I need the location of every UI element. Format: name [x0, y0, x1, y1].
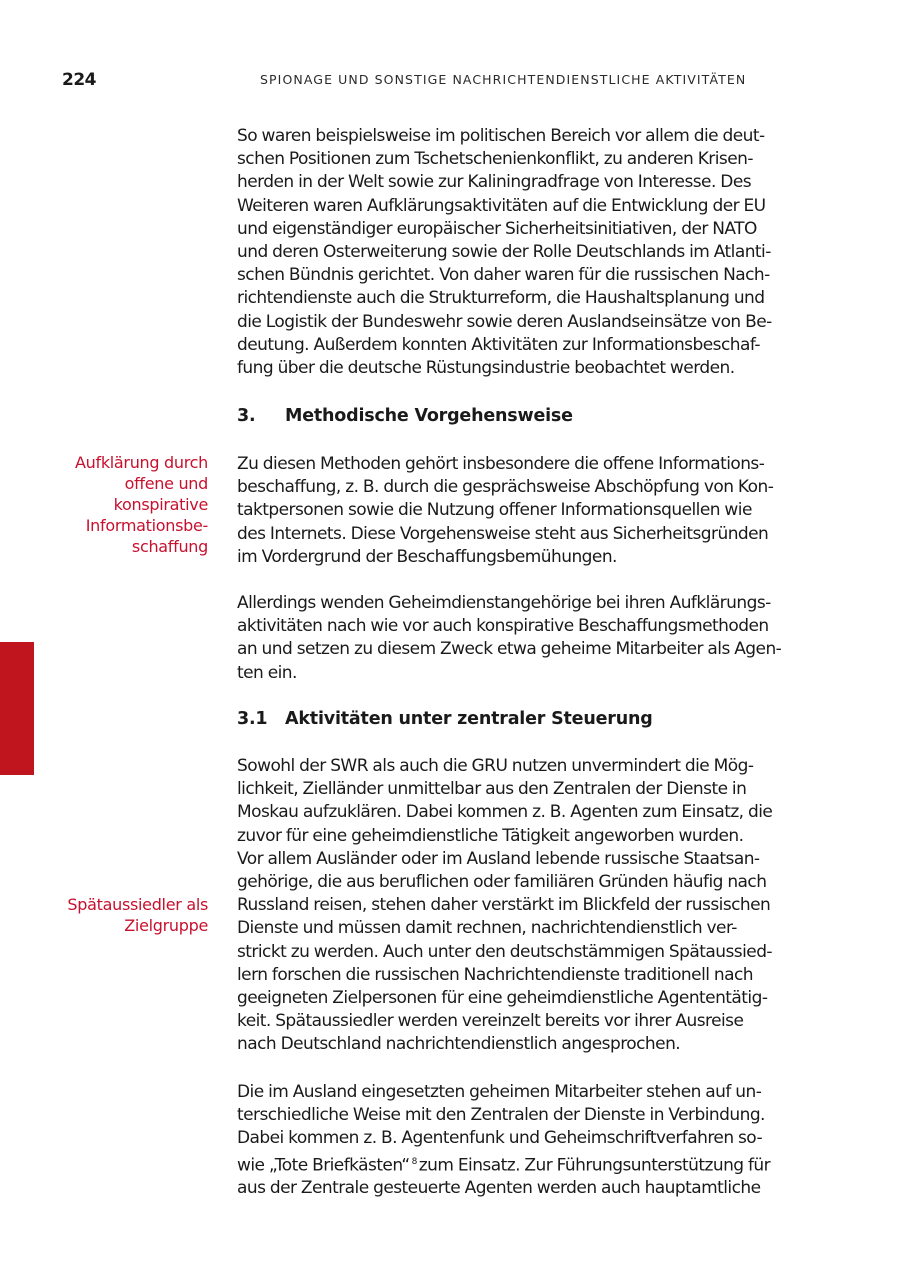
text-line: Allerdings wenden Geheimdienstangehörige bei ihren Aufklärungs-	[237, 593, 771, 613]
section-heading-3	[237, 406, 573, 426]
text-line: strickt zu werden. Auch unter den deutschstämmigen Spätaussied-	[237, 941, 773, 962]
text-line: lichkeit, Zielländer unmittelbar aus den Zentralen der Dienste in	[237, 779, 747, 800]
chapter-side-tab	[0, 642, 34, 775]
text-line: im Vordergrund der Beschaffungsbemühungen.	[237, 546, 617, 567]
text-line	[237, 1151, 799, 1178]
section-heading-3-1	[237, 709, 653, 729]
margin-note-reconnaissance	[75, 452, 208, 557]
section-title: Aktivitäten unter zentraler Steuerung	[285, 709, 653, 729]
text-line: an und setzen zu diesem Zweck etwa geheime Mitarbeiter als Agen-	[237, 639, 782, 660]
text-fragment: zum Einsatz. Zur Führungsunterstützung für	[418, 1155, 771, 1176]
text-line: taktpersonen sowie die Nutzung offener Informationsquellen wie	[237, 500, 752, 521]
paragraph-conspiracy	[237, 592, 799, 685]
text-line: zuvor für eine geheimdienstliche Tätigkeit angeworben wurden.	[237, 825, 744, 846]
margin-note-line: Spätaussiedler als	[67, 895, 208, 914]
text-line: und eigenständiger europäischer Sicherheitsinitiativen, der NATO	[237, 218, 757, 239]
text-line: Zu diesen Methoden gehört insbesondere die offene Informations-	[237, 454, 765, 474]
text-line: Weiteren waren Aufklärungsaktivitäten auf die Entwicklung der EU	[237, 195, 766, 216]
margin-note-line: Informationsbe-	[85, 516, 208, 535]
section-title: Methodische Vorgehensweise	[285, 406, 573, 426]
text-line: und deren Osterweiterung sowie der Rolle Deutschlands im Atlanti-	[237, 242, 771, 263]
text-line: die Logistik der Bundeswehr sowie deren Auslandseinsätze von Be-	[237, 311, 772, 332]
paragraph-agents	[237, 1081, 799, 1201]
margin-note-line: offene und	[124, 474, 208, 493]
margin-note-line: Zielgruppe	[124, 916, 208, 935]
text-line: schen Positionen zum Tschetschenienkonflikt, zu anderen Krisen-	[237, 149, 753, 170]
text-line: ten ein.	[237, 662, 297, 683]
text-line: aktivitäten nach wie vor auch konspirative Beschaffungsmethoden	[237, 616, 769, 637]
running-title: SPIONAGE UND SONSTIGE NACHRICHTENDIENSTLICHE AKTIVITÄTEN	[260, 72, 747, 87]
page-number: 224	[62, 70, 96, 90]
paragraph-methods	[237, 453, 799, 569]
text-line: Vor allem Ausländer oder im Ausland lebende russische Staatsan-	[237, 848, 760, 869]
text-line: terschiedliche Weise mit den Zentralen der Dienste in Verbindung.	[237, 1105, 765, 1126]
text-line: keit. Spätaussiedler werden vereinzelt bereits vor ihrer Ausreise	[237, 1011, 744, 1032]
text-line: lern forschen die russischen Nachrichtendienste traditionell nach	[237, 964, 753, 985]
margin-note-line: konspirative	[113, 495, 208, 514]
footnote-reference[interactable]: 8	[411, 1156, 417, 1167]
text-line: aus der Zentrale gesteuerte Agenten werden auch hauptamtliche	[237, 1178, 761, 1199]
text-line: gehörige, die aus beruflichen oder familiären Gründen häufig nach	[237, 872, 767, 893]
paragraph-intro	[237, 125, 799, 380]
text-line: geeigneten Zielpersonen für eine geheimdienstliche Agententätig-	[237, 988, 768, 1009]
text-line: Sowohl der SWR als auch die GRU nutzen unvermindert die Mög-	[237, 756, 754, 776]
section-number: 3.	[237, 406, 256, 426]
text-line: nach Deutschland nachrichtendienstlich angesprochen.	[237, 1034, 681, 1055]
text-line: des Internets. Diese Vorgehensweise steht aus Sicherheitsgründen	[237, 523, 769, 544]
margin-note-line: Aufklärung durch	[75, 453, 208, 472]
margin-note-line: schaffung	[131, 537, 208, 556]
text-line: So waren beispielsweise im politischen Bereich vor allem die deut-	[237, 126, 765, 146]
margin-note-late-repatriates	[67, 894, 208, 936]
paragraph-central-control	[237, 755, 799, 1057]
text-line: Moskau aufzuklären. Dabei kommen z. B. Agenten zum Einsatz, die	[237, 802, 773, 823]
text-line: Die im Ausland eingesetzten geheimen Mitarbeiter stehen auf un-	[237, 1082, 762, 1102]
text-line: herden in der Welt sowie zur Kaliningradfrage von Interesse. Des	[237, 172, 752, 193]
text-line: Dienste und müssen damit rechnen, nachrichtendienstlich ver-	[237, 918, 737, 939]
text-fragment: wie „Tote Briefkästen“	[237, 1155, 410, 1176]
text-line: fung über die deutsche Rüstungsindustrie beobachtet werden.	[237, 358, 735, 379]
text-line: beschaffung, z. B. durch die gesprächsweise Abschöpfung von Kon-	[237, 477, 774, 498]
section-number: 3.1	[237, 709, 268, 729]
text-line: schen Bündnis gerichtet. Von daher waren für die russischen Nach-	[237, 265, 770, 286]
text-line: deutung. Außerdem konnten Aktivitäten zur Informationsbeschaf-	[237, 334, 760, 355]
text-line: Russland reisen, stehen daher verstärkt im Blickfeld der russischen	[237, 895, 771, 916]
text-line: richtendienste auch die Strukturreform, die Haushaltsplanung und	[237, 288, 765, 309]
text-line: Dabei kommen z. B. Agentenfunk und Geheimschriftverfahren so-	[237, 1128, 763, 1149]
